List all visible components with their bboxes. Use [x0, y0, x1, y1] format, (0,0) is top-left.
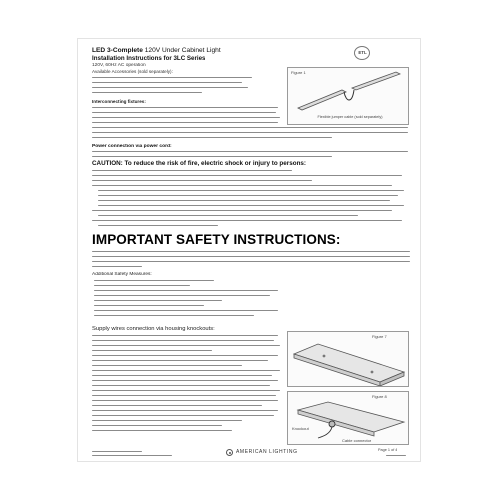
- text-line: [98, 195, 398, 196]
- text-line: [94, 285, 190, 286]
- figure-1-caption: Flexible jumper cable (sold separately): [317, 115, 383, 119]
- text-line: [92, 156, 332, 157]
- figure-7-label: Figure 7: [372, 334, 387, 339]
- title-bold: LED 3-Complete: [92, 47, 143, 54]
- cable-connector-icon: [318, 421, 335, 438]
- text-line: [94, 295, 270, 296]
- text-line: [92, 137, 332, 138]
- text-line: [92, 380, 278, 381]
- text-line: [92, 251, 410, 252]
- text-line: [92, 340, 274, 341]
- text-line: [92, 132, 408, 133]
- interconnecting-heading: Interconnecting fixtures:: [92, 99, 146, 104]
- text-line: [92, 415, 274, 416]
- text-line: [92, 385, 270, 386]
- text-line: [94, 315, 254, 316]
- supply-wires-heading: Supply wires connection via housing knockouts:: [92, 326, 215, 332]
- text-line: [92, 365, 242, 366]
- figure-8-label: Figure 8: [372, 394, 387, 399]
- text-line: [94, 305, 204, 306]
- text-line: [92, 395, 276, 396]
- text-line: [94, 310, 278, 311]
- cert-mark-text: ETL: [358, 50, 367, 55]
- text-line: [92, 210, 392, 211]
- american-lighting-logo-icon: [226, 449, 233, 456]
- text-line: [92, 82, 242, 83]
- text-line: [98, 225, 218, 226]
- figure-1: [287, 67, 409, 125]
- text-line: [92, 345, 280, 346]
- figure-8: [287, 391, 409, 445]
- text-line: [92, 180, 312, 181]
- text-line: [92, 175, 402, 176]
- text-line: [92, 151, 408, 152]
- figure-8-connector-caption: Cable connector: [342, 438, 372, 443]
- text-line: [92, 127, 408, 128]
- text-line: [92, 430, 232, 431]
- text-line: [98, 200, 390, 201]
- text-line: [92, 370, 280, 371]
- text-line: [94, 300, 222, 301]
- fixture-housing-icon: [298, 402, 404, 436]
- fixture-housing-icon: [294, 344, 404, 386]
- accessories-heading: Available Accessories (sold separately):: [92, 69, 173, 74]
- footer-text-line: [92, 451, 142, 452]
- additional-safety-heading: Additional Safety Measures:: [92, 272, 152, 277]
- power-cord-heading: Power connection via power cord:: [92, 144, 172, 149]
- text-line: [92, 122, 278, 123]
- text-line: [98, 215, 358, 216]
- text-line: [92, 112, 276, 113]
- text-line: [92, 360, 268, 361]
- important-safety-title: IMPORTANT SAFETY INSTRUCTIONS:: [92, 232, 341, 247]
- text-line: [98, 205, 404, 206]
- text-line: [92, 420, 242, 421]
- page-title: [92, 47, 221, 54]
- footer-text-line: [386, 455, 406, 456]
- text-line: [92, 390, 280, 391]
- text-line: [92, 425, 222, 426]
- figure-1-label: Figure 1: [291, 70, 306, 75]
- text-line: [92, 375, 272, 376]
- voltage-spec: 120V, 60Hz AC operation: [92, 63, 146, 68]
- title-rest: 120V Under Cabinet Light: [142, 47, 221, 54]
- figure-7-illustration: [288, 332, 409, 387]
- text-line: [94, 290, 278, 291]
- figure-8-knockout-caption: Knockout: [292, 426, 309, 431]
- text-line: [92, 185, 392, 186]
- text-line: [94, 280, 214, 281]
- text-line: [92, 87, 248, 88]
- text-line: [92, 350, 212, 351]
- logo-dot: [229, 452, 231, 454]
- text-line: [92, 335, 278, 336]
- text-line: [92, 266, 142, 267]
- instruction-sheet: [77, 38, 421, 462]
- text-line: [92, 220, 402, 221]
- text-line: [92, 405, 262, 406]
- text-line: [92, 261, 410, 262]
- footer-text-line: [92, 455, 172, 456]
- text-line: [92, 400, 278, 401]
- text-line: [92, 77, 252, 78]
- page-subtitle: Installation Instructions for 3LC Series: [92, 55, 206, 62]
- text-line: [92, 355, 278, 356]
- fixture-icon: [298, 72, 400, 110]
- caution-heading: CAUTION: To reduce the risk of fire, electric shock or injury to persons:: [92, 160, 307, 167]
- text-line: [92, 107, 278, 108]
- etl-cert-icon: [354, 46, 370, 60]
- page-number: Page 1 of 4: [378, 448, 398, 452]
- text-line: [98, 190, 404, 191]
- text-line: [92, 117, 280, 118]
- text-line: [92, 170, 292, 171]
- text-line: [92, 410, 278, 411]
- text-line: [92, 256, 410, 257]
- text-line: [92, 92, 202, 93]
- figure-7: [287, 331, 409, 387]
- brand-name: AMERICAN LIGHTING: [236, 449, 298, 455]
